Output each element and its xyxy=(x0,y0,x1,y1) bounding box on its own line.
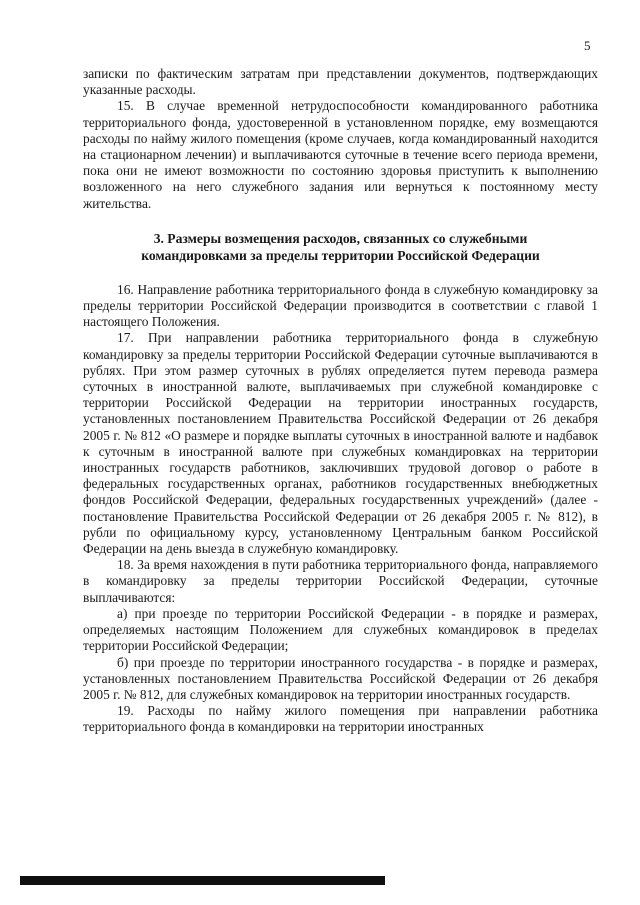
paragraph-16: 16. Направление работника территориального фонда в служебную командировку за пределы территории Российской Федерации производится в соответствии с главой 1 настоящего Положения. xyxy=(83,281,598,330)
paragraph-17: 17. При направлении работника территориального фонда в служебную командировку за пределы территории Российской Федерации суточные выплачиваются в рублях. При этом размер суточных в рублях определяется путем перевода размера суточных в иностранной валюте, выплачиваемых при служебной командировке с территории Российской Федерации на территории иностранных государств, установленных постановлением Правительства Российской Федерации от 26 декабря 2005 г. № 812 «О размере и порядке выплаты суточных в иностранной валюте и надбавок к суточным в иностранной валюте при служебных командировках на территории иностранных государств работников, заключивших трудовой договор о работе в федеральных государственных органах, работников государственных внебюджетных фондов Российской Федерации, федеральных государственных учреждений» (далее - постановление Правительства Российской Федерации от 26 декабря 2005 г. № 812), в рубли по официальному курсу, установленному Центральным банком Российской Федерации на день выезда в служебную командировку. xyxy=(83,330,598,557)
paragraph-15: 15. В случае временной нетрудоспособности командированного работника территориального фонда, удостоверенной в установленном порядке, ему возмещаются расходы по найму жилого помещения (кроме случаев, когда командированный находится на стационарном лечении) и выплачиваются суточные в течение всего периода времени, пока они не имеют возможности по состоянию здоровья приступить к выполнению возложенного на него служебного задания или вернуться к постоянному месту жительства. xyxy=(83,98,598,211)
section-heading-line-2: командировками за пределы территории Российской Федерации xyxy=(141,247,540,263)
section-heading-line-1: 3. Размеры возмещения расходов, связанных со служебными xyxy=(153,230,528,246)
paragraph-18-a: а) при проезде по территории Российской Федерации - в порядке и размерах, определяемых настоящим Положением для служебных командировок в пределах территории Российской Федерации; xyxy=(83,605,598,654)
paragraph-19: 19. Расходы по найму жилого помещения при направлении работника территориального фонда в командировки на территории иностранных xyxy=(83,703,598,735)
paragraph-18-b: б) при проезде по территории иностранного государства - в порядке и размерах, установленных постановлением Правительства Российской Федерации от 26 декабря 2005 г. № 812, для служебных командировок на территории иностранных государств. xyxy=(83,654,598,702)
section-heading xyxy=(83,230,598,264)
document-body xyxy=(83,66,598,736)
paragraph-18: 18. За время нахождения в пути работника территориального фонда, направляемого в командировку за пределы территории Российской Федерации, суточные выплачиваются: xyxy=(83,557,598,605)
page-number: 5 xyxy=(584,38,591,53)
paragraph-continuation: записки по фактическим затратам при представлении документов, подтверждающих указанные расходы. xyxy=(83,66,598,98)
scan-edge-bar xyxy=(20,876,385,885)
